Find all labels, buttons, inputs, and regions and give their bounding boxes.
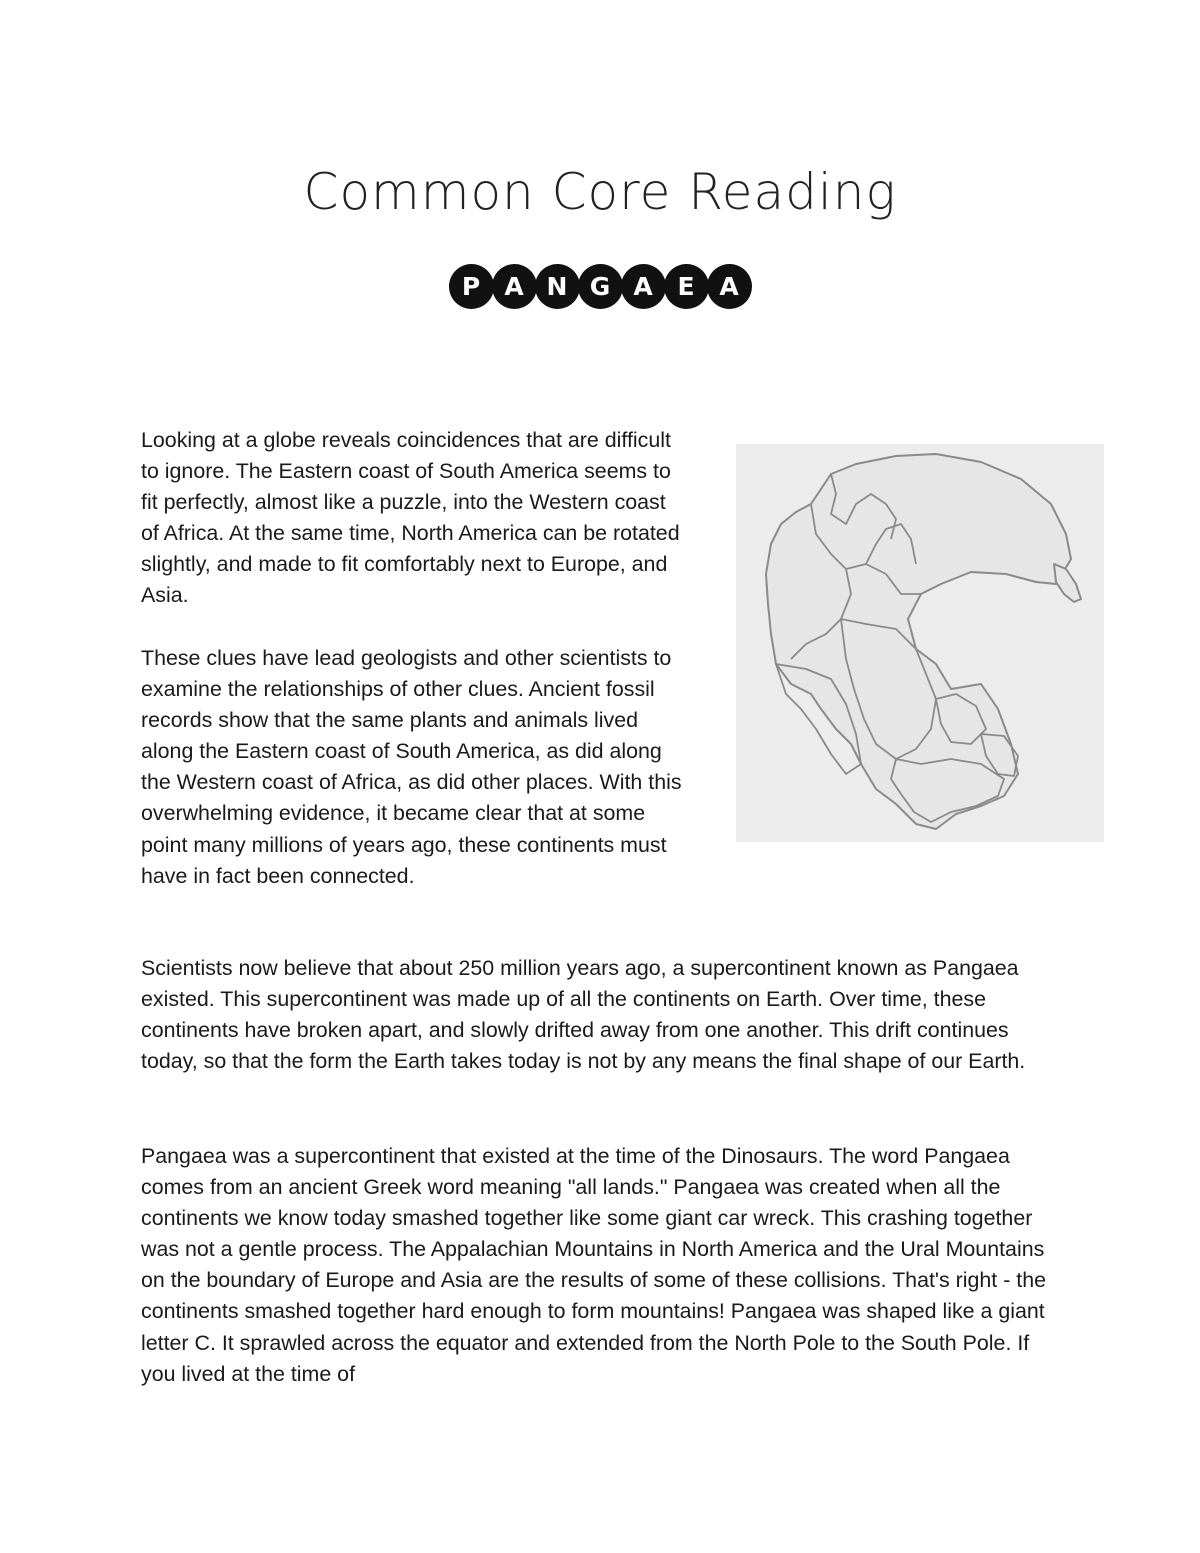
paragraph: Scientists now believe that about 250 million years ago, a supercontinent known as Pangaea existed. This supercontinent was made up of all the continents on Earth. Over time, these continents have broken apart, and slowly drifted away from one another. This drift continues today, so that the form the Earth takes today is not by any means the final shape of our Earth.: [141, 956, 1026, 1074]
paragraph: Pangaea was a supercontinent that existed at the time of the Dinosaurs. The word Pangaea comes from an ancient Greek word meaning "all lands." Pangaea was created when all the continents we know today smashed together like some giant car wreck. This crashing together was not a gentle process. The Appalachian Mountains in North America and the Ural Mountains on the boundary of Europe and Asia are the results of some of these collisions. That's right - the continents smashed together hard enough to form mountains! Pangaea was shaped like a giant letter C. It sprawled across the equator and extended from the North Pole to the South Pole. If you lived at the time of: [141, 1144, 1046, 1386]
letter-badge: A: [492, 264, 537, 309]
pangaea-badge-row: [0, 264, 1200, 309]
letter-badge: A: [621, 264, 666, 309]
pangaea-map-icon: [736, 444, 1104, 842]
page-title: Common Core Reading: [303, 163, 897, 221]
letter-badge: A: [707, 264, 752, 309]
paragraph: These clues have lead geologists and other scientists to examine the relationships of other clues. Ancient fossil records show that the same plants and animals lived along the Eastern coast of South America, as did along the Western coast of Africa, as did other places. With this overwhelming evidence, it became clear that at some point many millions of years ago, these continents must have in fact been connected.: [141, 646, 682, 888]
letter-badge: N: [535, 264, 580, 309]
letter-badge: G: [578, 264, 623, 309]
paragraph: Looking at a globe reveals coincidences that are difficult to ignore. The Eastern coast of South America seems to fit perfectly, almost like a puzzle, into the Western coast of Africa. At the same time, North America can be rotated slightly, and made to fit comfortably next to Europe, and Asia.: [141, 428, 680, 608]
letter-badge: E: [664, 264, 709, 309]
pangaea-map-figure: [736, 444, 1104, 842]
letter-badge: P: [449, 264, 494, 309]
